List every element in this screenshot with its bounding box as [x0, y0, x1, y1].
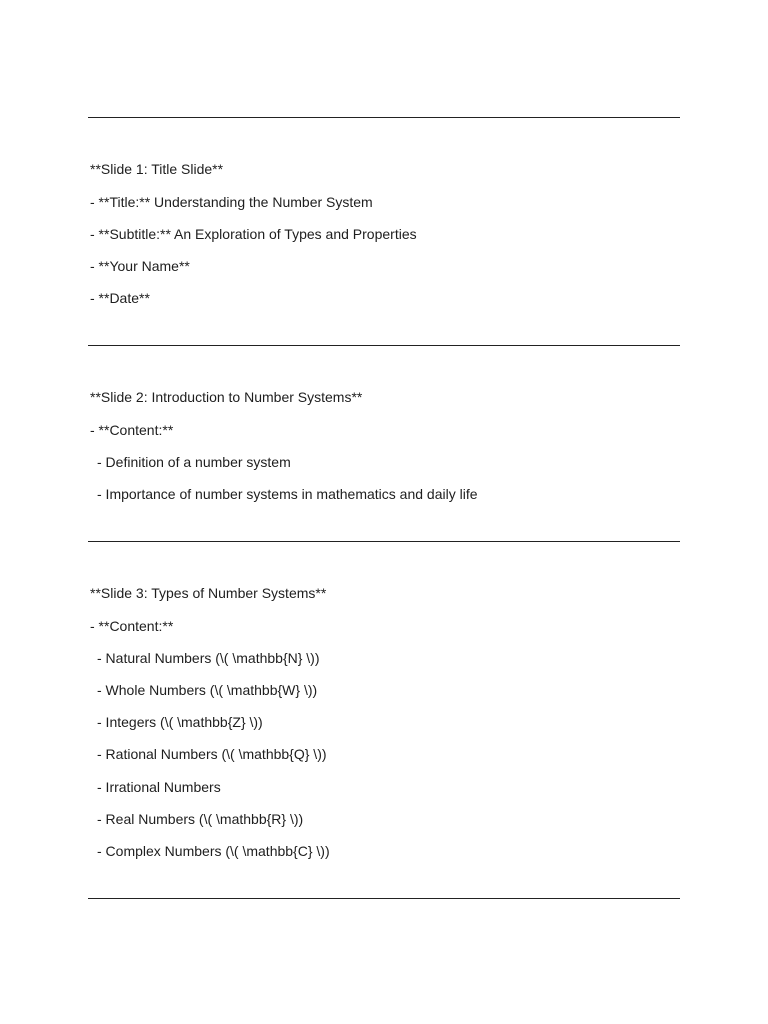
slide-1-heading: **Slide 1: Title Slide**: [90, 161, 224, 177]
slide-2-subitem: - Definition of a number system: [97, 454, 291, 470]
slide-3-subitem: - Integers (\( \mathbb{Z} \)): [97, 714, 263, 730]
slide-2-subitem: - Importance of number systems in mathematics and daily life: [97, 486, 478, 502]
slide-1-title-item: - **Title:** Understanding the Number System: [90, 194, 373, 210]
slide-3-subitem: - Complex Numbers (\( \mathbb{C} \)): [97, 843, 330, 859]
slide-2-heading: **Slide 2: Introduction to Number Systems**: [90, 389, 363, 405]
slide-1-date-item: - **Date**: [90, 290, 150, 306]
slide-3-subitem: - Irrational Numbers: [97, 779, 221, 795]
horizontal-rule: [88, 541, 680, 542]
horizontal-rule: [88, 345, 680, 346]
horizontal-rule: [88, 898, 680, 899]
slide-3-subitem: - Rational Numbers (\( \mathbb{Q} \)): [97, 746, 327, 762]
slide-1-name-item: - **Your Name**: [90, 258, 190, 274]
slide-3-subitem: - Natural Numbers (\( \mathbb{N} \)): [97, 650, 320, 666]
slide-3-heading: **Slide 3: Types of Number Systems**: [90, 585, 327, 601]
slide-3-subitem: - Whole Numbers (\( \mathbb{W} \)): [97, 682, 318, 698]
slide-3-subitem: - Real Numbers (\( \mathbb{R} \)): [97, 811, 304, 827]
horizontal-rule: [88, 117, 680, 118]
slide-1-subtitle-item: - **Subtitle:** An Exploration of Types and Properties: [90, 226, 417, 242]
slide-2-content-item: - **Content:**: [90, 422, 174, 438]
slide-3-content-item: - **Content:**: [90, 618, 174, 634]
